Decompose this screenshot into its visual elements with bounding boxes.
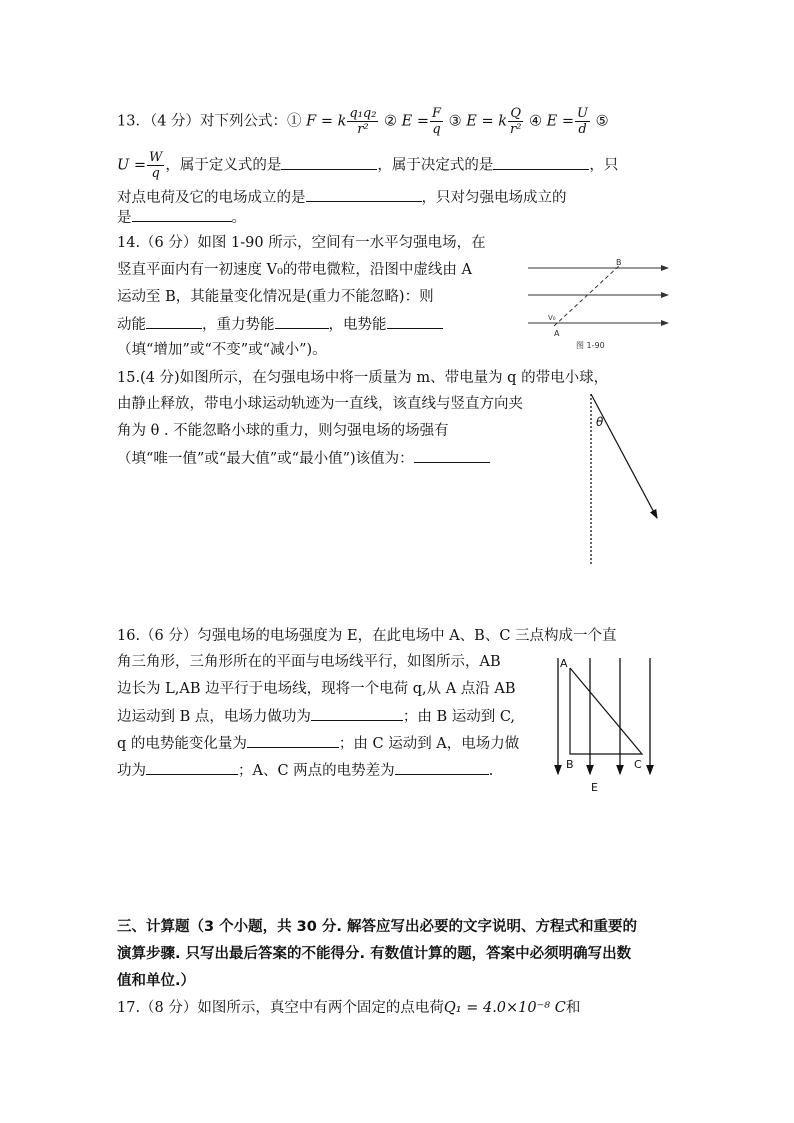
q13-f4-marker: ④ — [524, 113, 547, 130]
q16-l6-text-a: 功为 — [117, 763, 146, 779]
q13-line-3 — [117, 187, 567, 208]
v0-label: V₀ — [548, 314, 556, 322]
formula-5-numerator: W — [148, 150, 163, 165]
uniform-field-answer-blank[interactable] — [132, 207, 232, 222]
q16-line-6 — [117, 760, 493, 781]
q13-l4-text-a: 是 — [117, 210, 132, 226]
field-e-label: E — [591, 781, 598, 794]
q16-l4-text-b: ；由 B 运动到 C, — [402, 709, 516, 725]
formula-4-denominator: d — [578, 122, 587, 137]
formula-3-fraction — [508, 106, 523, 137]
formula-1-numerator: q₁q₂ — [349, 106, 377, 121]
q13-f5-marker: ⑤ — [590, 113, 609, 130]
q14-line-1: 14.（6 分）如图 1-90 所示，空间有一水平匀强电场，在 — [117, 235, 486, 251]
q13-l2-text-b: ，属于决定式的是 — [377, 157, 494, 174]
potential-difference-ac-blank[interactable] — [395, 760, 489, 775]
q16-line-2: 角三角形，三角形所在的平面与电场线平行，如图所示，AB — [117, 654, 501, 670]
electric-pe-blank[interactable] — [387, 314, 443, 329]
q16-line-1: 16.（6 分）匀强电场的电场强度为 E，在此电场中 A、B、C 三点构成一个直 — [117, 628, 617, 644]
q13-l3-text-a: 对点电荷及它的电场成立的是 — [117, 190, 306, 206]
figure-q15 — [580, 390, 670, 570]
q14-l4-text-c: ，电势能 — [328, 317, 387, 333]
q17-text: 17.（8 分）如图所示，真空中有两个固定的点电荷 — [117, 1000, 444, 1016]
q15-line-1: 15.(4 分)如图所示，在匀强电场中将一质量为 m、带电量为 q 的带电小球， — [117, 370, 609, 386]
q15-l4-text: （填“唯一值”或“最大值”或“最小值”)该值为： — [117, 451, 414, 467]
point-a-label: A — [560, 657, 568, 670]
formula-1-lhs: F = k — [306, 113, 347, 130]
formula-3-numerator: Q — [508, 106, 523, 122]
q13-line-1 — [117, 106, 609, 137]
figure-q16 — [550, 652, 660, 794]
formula-1-denominator: r² — [357, 122, 369, 137]
trajectory-arrow — [591, 394, 657, 518]
kinetic-energy-blank[interactable] — [146, 314, 202, 329]
work-ab-blank[interactable] — [311, 706, 403, 721]
formula-5-denominator: q — [151, 166, 160, 181]
q14-line-2: 竖直平面内有一初速度 V₀的带电微粒，沿图中虚线由 A — [117, 262, 472, 278]
point-a-label: A — [554, 329, 560, 338]
formula-2-fraction — [430, 106, 443, 137]
q13-f3-marker: ③ — [444, 113, 467, 130]
formula-5-fraction — [147, 150, 164, 181]
q16-line-4 — [117, 706, 515, 727]
definition-answer-blank[interactable] — [281, 155, 377, 170]
formula-2-numerator: F — [432, 106, 442, 121]
q16-line-5 — [117, 733, 519, 754]
gravitational-pe-blank[interactable] — [275, 314, 329, 329]
field-strength-blank[interactable] — [414, 448, 490, 463]
q13-f1-marker: ① — [287, 113, 307, 130]
q17-tail: 和 — [565, 1000, 581, 1016]
q13-line-2 — [117, 150, 618, 181]
q14-line-4 — [117, 314, 443, 335]
q16-l4-text-a: 边运动到 B 点，电场力做功为 — [117, 709, 311, 725]
work-ca-blank[interactable] — [146, 760, 238, 775]
right-triangle-abc — [570, 668, 642, 754]
q16-l5-text-b: ；由 C 运动到 A，电场力做 — [338, 736, 520, 752]
section-3-line-3: 值和单位.） — [117, 973, 196, 989]
q16-l5-text-a: q 的电势能变化量为 — [117, 736, 247, 752]
formula-2-lhs: E = — [401, 113, 430, 130]
determining-answer-blank[interactable] — [493, 155, 589, 170]
q13-line-4 — [117, 207, 246, 228]
section-3-line-1: 三、计算题（3 个小题，共 30 分. 解答应写出必要的文字说明、方程式和重要的 — [117, 919, 637, 935]
formula-4-fraction — [575, 106, 590, 137]
q17-formula: Q₁ = 4.0×10⁻⁸ C — [443, 1000, 566, 1016]
q14-l4-text-a: 动能 — [117, 317, 146, 333]
formula-2-denominator: q — [432, 122, 441, 137]
formula-3-lhs: E = k — [466, 113, 508, 130]
figure-caption: 图 1-90 — [576, 341, 605, 350]
formula-4-numerator: U — [577, 106, 588, 121]
q13-l3-text-b: ，只对匀强电场成立的 — [421, 190, 567, 206]
point-charge-answer-blank[interactable] — [306, 187, 422, 202]
q14-line-3: 运动至 B，其能量变化情况是(重力不能忽略)：则 — [117, 289, 434, 305]
q16-l6-text-b: ；A、C 两点的电势差为 — [238, 763, 395, 779]
q15-line-2: 由静止释放，带电小球运动轨迹为一直线，该直线与竖直方向夹 — [117, 396, 523, 412]
point-b-label: B — [616, 258, 622, 267]
formula-4-lhs: E = — [546, 113, 575, 130]
q15-line-3: 角为 θ . 不能忽略小球的重力，则匀强电场的场强有 — [117, 423, 449, 439]
formula-1-fraction — [347, 106, 378, 137]
q16-line-3: 边长为 L,AB 边平行于电场线，现将一个电荷 q,从 A 点沿 AB — [117, 681, 516, 697]
section-3-line-2: 演算步骤. 只写出最后答案的不能得分. 有数值计算的题，答案中必须明确写出数 — [117, 946, 632, 962]
q13-l4-text-b: 。 — [231, 210, 246, 226]
pe-change-bc-blank[interactable] — [247, 733, 339, 748]
q13-l2-text-c: ，只 — [589, 157, 619, 174]
q14-l4-text-b: ，重力势能 — [202, 317, 275, 333]
formula-5-lhs: U = — [117, 157, 146, 174]
q17-line-1 — [117, 998, 580, 1018]
point-c-label: C — [634, 758, 642, 771]
q16-l6-text-c: . — [488, 763, 494, 779]
figure-1-90 — [520, 258, 680, 354]
q13-lead: 13．（4 分）对下列公式： — [117, 113, 288, 130]
theta-label: θ — [596, 415, 604, 429]
formula-3-denominator: r² — [510, 122, 522, 137]
q13-l2-text-a: ，属于定义式的是 — [165, 157, 282, 174]
q15-line-4 — [117, 448, 490, 469]
q14-line-5: （填“增加”或“不变”或“减小”)。 — [117, 342, 327, 358]
point-b-label: B — [566, 758, 574, 771]
q13-f2-marker: ② — [379, 113, 402, 130]
